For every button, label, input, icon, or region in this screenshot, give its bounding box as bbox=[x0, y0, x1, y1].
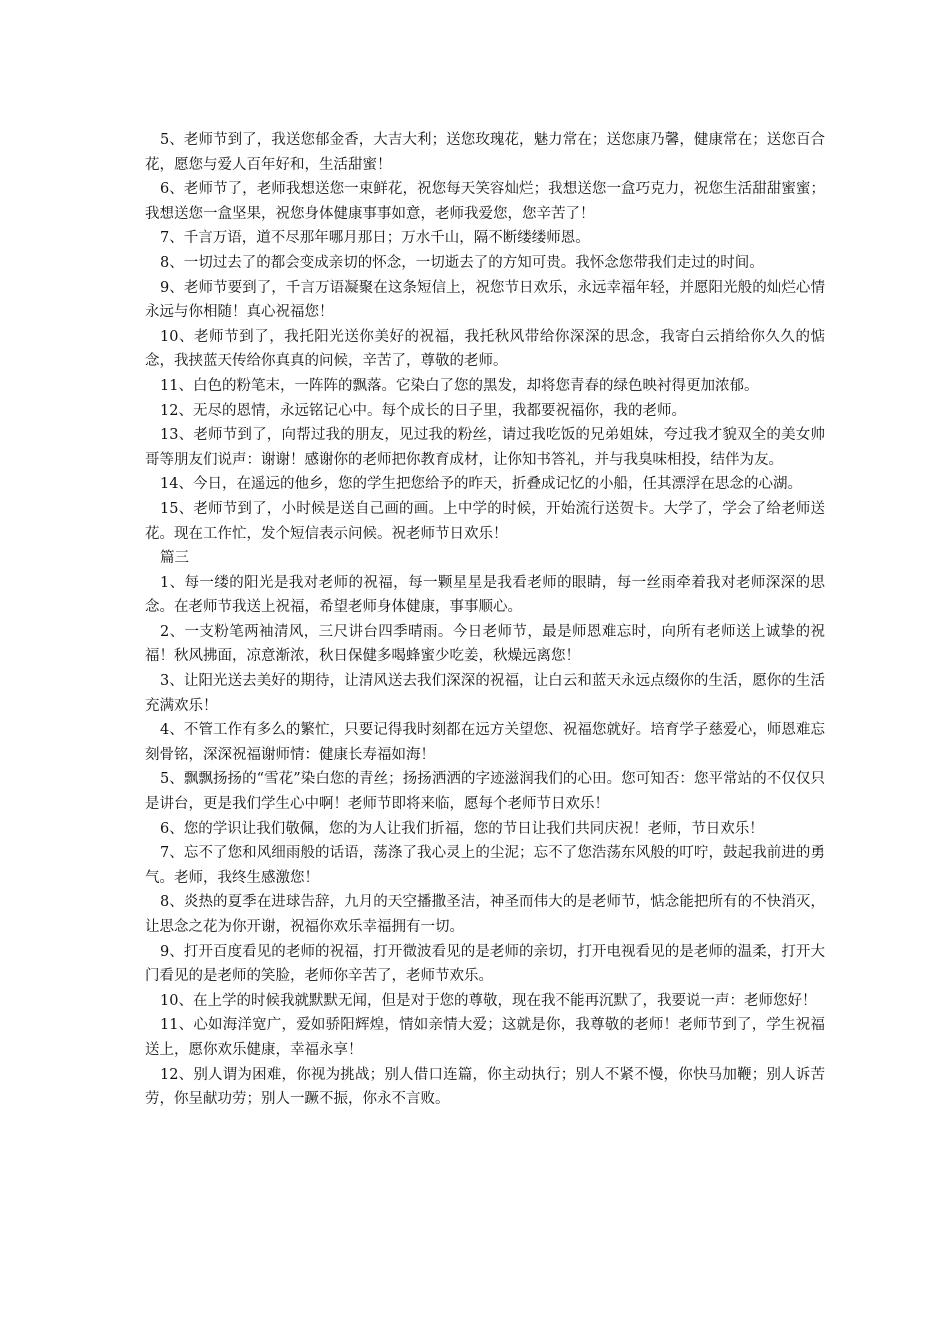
paragraph-7: 7、千言万语，道不尽那年哪月那日；万水千山，隔不断缕缕师恩。 bbox=[160, 230, 590, 247]
paragraph-5: 5、老师节到了，我送您郁金香，大吉大利；送您玫瑰花，魅力常在；送您康乃馨，健康常在；送您百合花，愿您与爱人百年好和，生活甜蜜！ bbox=[145, 132, 825, 173]
paragraph-6: 6、老师节了，老师我想送您一束鲜花，祝您每天笑容灿烂；我想送您一盒巧克力，祝您生活甜甜蜜蜜；我想送您一盒坚果，祝您身体健康事事如意，老师我爱您，您辛苦了！ bbox=[145, 181, 825, 222]
paragraph-10: 10、老师节到了，我托阳光送你美好的祝福，我托秋风带给你深深的思念，我寄白云捎给你久久的惦念，我挟蓝天传给你真真的问候，辛苦了，尊敬的老师。 bbox=[145, 328, 825, 370]
paragraph-11: 11、白色的粉笔末，一阵阵的飘落。它染白了您的黑发，却将您青春的绿色映衬得更加浓郁。 bbox=[160, 377, 759, 394]
paragraph-b4: 4、不管工作有多么的繁忙，只要记得我时刻都在远方关望您、祝福您就好。培育学子慈爱心，师恩难忘刻骨铭，深深祝福谢师情：健康长寿福如海！ bbox=[145, 722, 825, 763]
paragraph-b12: 12、别人谓为困难，你视为挑战；别人借口连篇，你主动执行；别人不紧不慢，你快马加鞭；别人诉苦劳，你呈献功劳；别人一蹶不振，你永不言败。 bbox=[145, 1066, 825, 1108]
paragraph-8: 8、一切过去了的都会变成亲切的怀念，一切逝去了的方知可贵。我怀念您带我们走过的时间。 bbox=[160, 254, 764, 271]
paragraph-15: 15、老师节到了，小时候是送自己画的画。上中学的时候，开始流行送贺卡。大学了，学会了给老师送花。现在工作忙，发个短信表示问候。祝老师节日欢乐！ bbox=[145, 500, 825, 542]
paragraph-12: 12、无尽的恩情，永远铭记心中。每个成长的日子里，我都要祝福你，我的老师。 bbox=[160, 402, 686, 419]
paragraph-b6: 6、您的学识让我们敬佩，您的为人让我们折福，您的节日让我们共同庆祝！老师，节日欢乐！ bbox=[160, 820, 764, 837]
paragraph-b10: 10、在上学的时候我就默默无闻，但是对于您的尊敬，现在我不能再沉默了，我要说一声：老师您好！ bbox=[160, 992, 817, 1009]
paragraph-b5: 5、飘飘扬扬的“雪花”染白您的青丝；扬扬洒洒的字迹滋润我们的心田。您可知否：您平常站的不仅仅只是讲台，更是我们学生心中啊！老师节即将来临，愿每个老师节日欢乐！ bbox=[145, 771, 825, 813]
paragraph-b11: 11、心如海洋宽广，爱如骄阳辉煌，情如亲情大爱；这就是你，我尊敬的老师！老师节到了，学生祝福送上，愿你欢乐健康，幸福永享！ bbox=[145, 1017, 825, 1058]
document-body bbox=[145, 128, 825, 1112]
section-heading: 篇三 bbox=[160, 550, 189, 567]
paragraph-13: 13、老师节到了，向帮过我的朋友，见过我的粉丝，请过我吃饭的兄弟姐妹，夸过我才貌双全的美女帅哥等朋友们说声：谢谢！感谢你的老师把你教育成材，让你知书答礼，并与我臭味相投，结伴为友。 bbox=[145, 427, 825, 468]
paragraph-14: 14、今日，在遥远的他乡，您的学生把您给予的昨天，折叠成记忆的小船，任其漂浮在思念的心湖。 bbox=[160, 476, 802, 493]
paragraph-b9: 9、打开百度看见的老师的祝福，打开微波看见的是老师的亲切，打开电视看见的是老师的温柔，打开大门看见的是老师的笑脸，老师你辛苦了，老师节欢乐。 bbox=[145, 943, 825, 985]
paragraph-b3: 3、让阳光送去美好的期待，让清风送去我们深深的祝福，让白云和蓝天永远点缀你的生活，愿你的生活充满欢乐！ bbox=[145, 673, 825, 714]
paragraph-b8: 8、炎热的夏季在进球告辞，九月的天空播撒圣洁，神圣而伟大的是老师节，惦念能把所有的不快消灭，让思念之花为你开谢，祝福你欢乐幸福拥有一切。 bbox=[145, 894, 825, 935]
paragraph-b7: 7、忘不了您和风细雨般的话语，荡涤了我心灵上的尘泥；忘不了您浩荡东风般的叮咛，鼓起我前进的勇气。老师，我终生感激您！ bbox=[145, 845, 825, 886]
paragraph-b1: 1、每一缕的阳光是我对老师的祝福，每一颗星星是我看老师的眼睛，每一丝雨牵着我对老师深深的思念。在老师节我送上祝福，希望老师身体健康，事事顺心。 bbox=[145, 574, 825, 616]
paragraph-b2: 2、一支粉笔两袖清风，三尺讲台四季晴雨。今日老师节，最是师恩难忘时，向所有老师送上诚挚的祝福！秋风拂面，凉意渐浓，秋日保健多喝蜂蜜少吃姜，秋燥远离您！ bbox=[145, 623, 825, 665]
paragraph-9: 9、老师节要到了，千言万语凝聚在这条短信上，祝您节日欢乐，永远幸福年轻，并愿阳光般的灿烂心情永远与你相随！真心祝福您！ bbox=[145, 279, 825, 321]
